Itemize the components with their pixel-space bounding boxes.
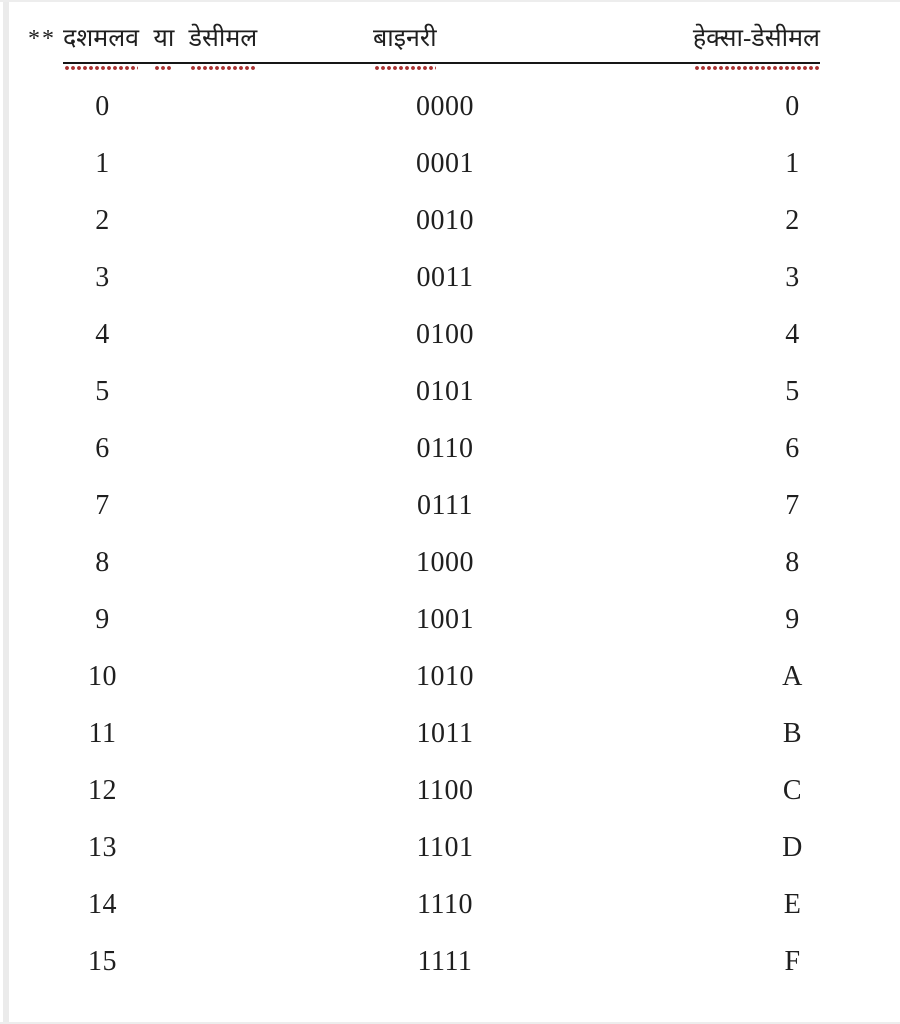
hex-value: B — [782, 718, 803, 749]
hex-value: C — [782, 775, 803, 806]
binary-value: 0001 — [416, 148, 474, 179]
binary-value: 0100 — [416, 319, 474, 350]
binary-value: 1010 — [416, 661, 474, 692]
hex-value: 7 — [785, 490, 800, 521]
binary-value: 1100 — [416, 775, 474, 806]
decimal-value: 1 — [95, 148, 110, 179]
binary-value: 1000 — [416, 547, 474, 578]
decimal-value: 2 — [95, 205, 110, 236]
header-word-decimal-2: या — [153, 20, 174, 54]
header-word-decimal-3: डेसीमल — [189, 20, 258, 54]
binary-value: 0101 — [416, 376, 474, 407]
decimal-value: 15 — [88, 946, 117, 977]
hex-value: 6 — [785, 433, 800, 464]
header-word-decimal-1: दशमलव — [63, 20, 139, 54]
table-row — [0, 307, 900, 364]
binary-value: 0011 — [416, 262, 474, 293]
decimal-value: 4 — [95, 319, 110, 350]
table-row — [0, 421, 900, 478]
binary-value: 0111 — [417, 490, 473, 521]
header-word-hex: हेक्सा-डेसीमल — [693, 20, 820, 54]
binary-value: 1011 — [416, 718, 474, 749]
decimal-value: 7 — [95, 490, 110, 521]
table-row — [0, 820, 900, 877]
table-row — [0, 877, 900, 934]
table-row — [0, 193, 900, 250]
header-underline — [63, 20, 820, 64]
decimal-value: 5 — [95, 376, 110, 407]
binary-value: 1101 — [416, 832, 474, 863]
hex-value: 2 — [785, 205, 800, 236]
table-row — [0, 535, 900, 592]
table-header — [28, 20, 820, 64]
table-row — [0, 934, 900, 991]
hex-value: 8 — [785, 547, 800, 578]
decimal-value: 0 — [95, 91, 110, 122]
table-row — [0, 763, 900, 820]
table-row — [0, 136, 900, 193]
decimal-value: 6 — [95, 433, 110, 464]
binary-value: 1001 — [416, 604, 474, 635]
table-row — [0, 79, 900, 136]
page-edge-top — [0, 0, 900, 2]
table-row — [0, 250, 900, 307]
decimal-value: 8 — [95, 547, 110, 578]
hex-value: 1 — [785, 148, 800, 179]
table-row — [0, 649, 900, 706]
hex-value: F — [784, 946, 801, 977]
hex-value: 4 — [785, 319, 800, 350]
decimal-value: 14 — [88, 889, 117, 920]
decimal-value: 10 — [88, 661, 117, 692]
binary-value: 1111 — [417, 946, 473, 977]
hex-value: E — [783, 889, 802, 920]
hex-value: 0 — [785, 91, 800, 122]
decimal-value: 3 — [95, 262, 110, 293]
column-header-decimal — [63, 20, 257, 54]
column-header-binary — [373, 20, 437, 54]
table-row — [0, 478, 900, 535]
decimal-value: 9 — [95, 604, 110, 635]
decimal-value: 12 — [88, 775, 117, 806]
hex-value: 9 — [785, 604, 800, 635]
conversion-table — [0, 79, 900, 991]
hex-value: 3 — [785, 262, 800, 293]
binary-value: 0110 — [416, 433, 474, 464]
hex-value: A — [782, 661, 803, 692]
table-row — [0, 364, 900, 421]
table-row — [0, 592, 900, 649]
header-word-binary: बाइनरी — [373, 20, 437, 54]
binary-value: 0000 — [416, 91, 474, 122]
decimal-value: 13 — [88, 832, 117, 863]
column-header-hex — [693, 20, 820, 54]
hex-value: 5 — [785, 376, 800, 407]
binary-value: 0010 — [416, 205, 474, 236]
binary-value: 1110 — [417, 889, 473, 920]
table-row — [0, 706, 900, 763]
hex-value: D — [782, 832, 803, 863]
decimal-value: 11 — [88, 718, 117, 749]
asterisk-marker: ** — [28, 26, 56, 52]
